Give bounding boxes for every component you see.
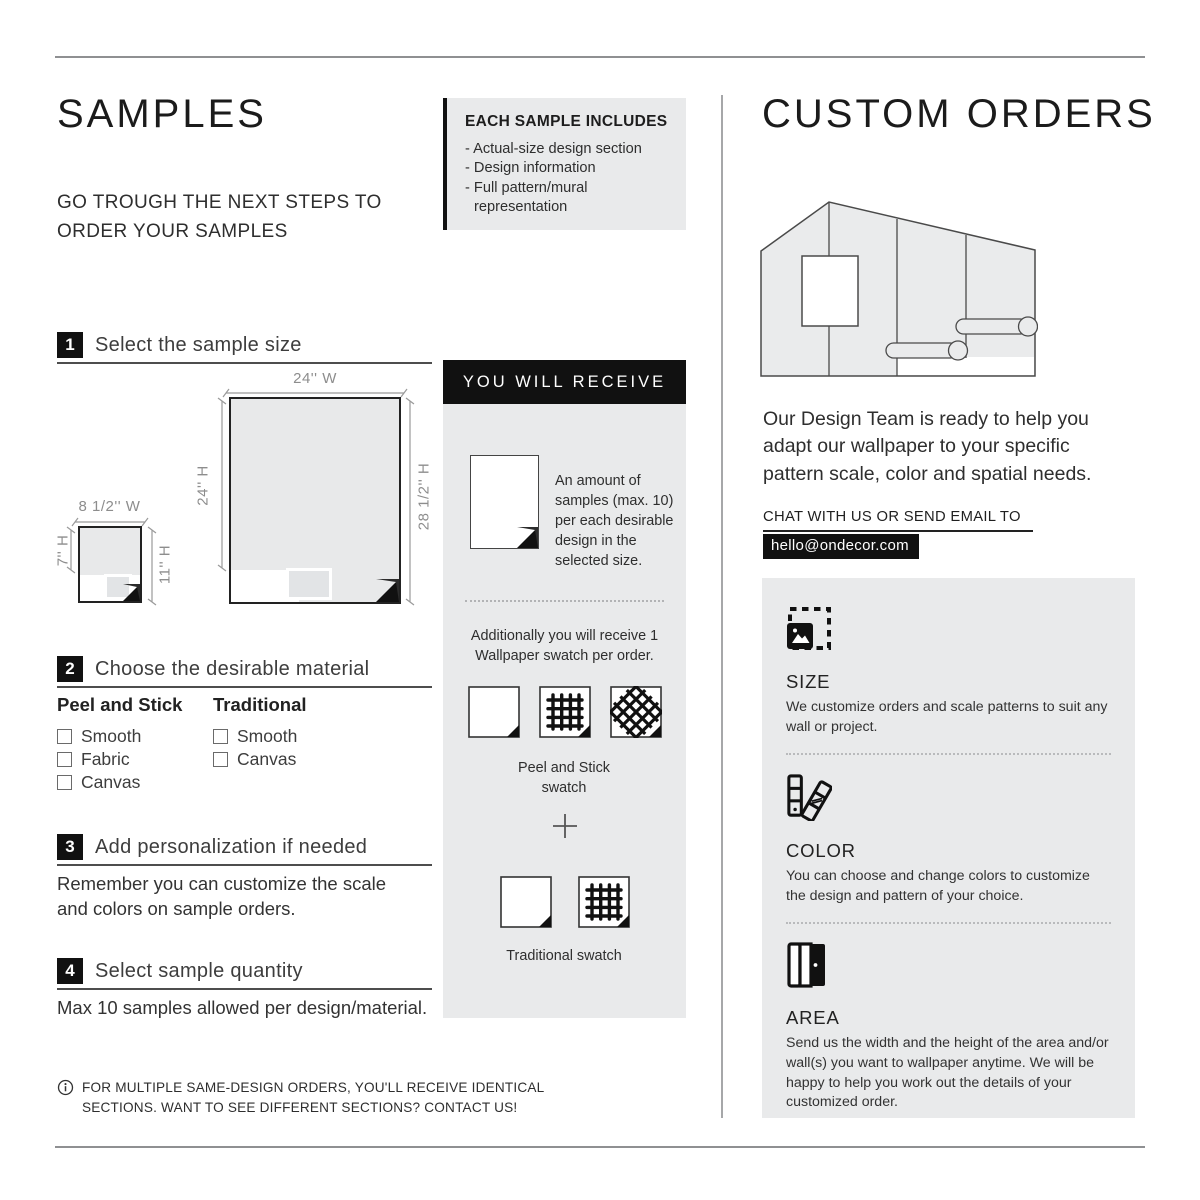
large-sample-height-label-right: 28 1/2'' H <box>415 462 433 531</box>
feature-area-text: Send us the width and the height of the area and/or wall(s) you want to wallpaper anytime. We will be happy to help you work out the details of your customized order. <box>786 1035 1109 1111</box>
feature-size-title: SIZE <box>786 671 831 692</box>
option-label: Smooth <box>237 726 298 746</box>
step-2-label: Choose the desirable material <box>95 658 370 680</box>
material-option-smooth[interactable] <box>213 725 307 748</box>
house-wall-illustration <box>760 198 1038 378</box>
step-4-label: Select sample quantity <box>95 960 303 982</box>
grid-swatch-icon <box>578 876 630 928</box>
includes-list <box>465 140 676 217</box>
feature-color-title: COLOR <box>786 840 856 862</box>
small-sample-height-label-right: 11'' H <box>156 544 174 585</box>
blank-swatch-icon <box>468 686 520 738</box>
size-icon <box>786 606 832 652</box>
material-option-smooth[interactable] <box>57 725 182 748</box>
email-link[interactable]: hello@ondecor.com <box>763 534 919 559</box>
material-option-canvas[interactable] <box>57 771 182 794</box>
includes-title: EACH SAMPLE INCLUDES <box>465 113 668 130</box>
samples-title: SAMPLES <box>57 92 267 136</box>
option-label: Canvas <box>237 749 297 769</box>
contact-block <box>763 508 1033 559</box>
step-2-number: 2 <box>57 656 83 682</box>
step-4-number: 4 <box>57 958 83 984</box>
peel-and-stick-title: Peel and Stick <box>57 694 183 715</box>
checkbox-icon[interactable] <box>57 775 72 790</box>
sample-sheet-icon <box>470 455 539 549</box>
checkbox-icon[interactable] <box>57 752 72 767</box>
large-sample-swatch-chip <box>286 568 332 600</box>
option-label: Smooth <box>81 726 142 746</box>
checkbox-icon[interactable] <box>213 729 228 744</box>
option-label: Canvas <box>81 772 141 792</box>
step-3-label: Add personalization if needed <box>95 836 368 858</box>
custom-orders-title: CUSTOM ORDERS <box>762 92 1156 136</box>
chat-label: CHAT WITH US OR SEND EMAIL TO <box>763 509 1033 532</box>
large-height-dimension-line-right <box>404 397 416 606</box>
receive-samples-text: An amount of samples (max. 10) per each desirable design in the selected size. <box>555 473 674 569</box>
folded-corner-icon <box>376 579 399 602</box>
grid-swatch-icon <box>539 686 591 738</box>
folded-corner-icon <box>517 527 538 548</box>
large-height-dimension-line-left <box>216 397 228 572</box>
bottom-rule <box>55 1146 1145 1148</box>
includes-item: - Design information <box>465 159 676 178</box>
info-icon <box>57 1079 74 1096</box>
column-divider <box>721 95 723 1118</box>
material-option-canvas[interactable] <box>213 748 307 771</box>
small-sample-sheet <box>78 526 142 603</box>
custom-features-panel <box>762 578 1135 1118</box>
peel-swatch-row <box>443 686 686 738</box>
small-sample-height-label-left: 7'' H <box>54 534 72 567</box>
footnote-text: FOR MULTIPLE SAME-DESIGN ORDERS, YOU'LL RECEIVE IDENTICAL SECTIONS. WANT TO SEE DIFFERENT SECTIONS? CONTACT US! <box>82 1080 544 1115</box>
option-label: Fabric <box>81 749 130 769</box>
small-sample-width-label: 8 1/2'' W <box>78 498 141 515</box>
folded-corner-icon <box>123 584 140 601</box>
dotted-divider <box>786 922 1111 924</box>
step-1-number: 1 <box>57 332 83 358</box>
includes-item: - Actual-size design section <box>465 140 676 159</box>
footnote <box>57 1078 547 1117</box>
step-3-number: 3 <box>57 834 83 860</box>
crosshatch-swatch-icon <box>610 686 662 738</box>
large-sample-width-label: 24'' W <box>293 370 337 387</box>
includes-item: - Full pattern/mural representation <box>465 179 676 218</box>
dotted-divider <box>786 753 1111 755</box>
step-1-label: Select the sample size <box>95 334 302 356</box>
material-option-fabric[interactable] <box>57 748 182 771</box>
receive-header: YOU WILL RECEIVE <box>443 360 686 404</box>
color-swatches-icon <box>786 773 832 821</box>
sample-size-diagram <box>54 370 497 620</box>
step-3-header <box>57 834 432 866</box>
additional-swatch-text: Additionally you will receive 1 Wallpaper swatch per order. <box>470 628 659 665</box>
feature-size-text: We customize orders and scale patterns to suit any wall or project. <box>786 699 1108 735</box>
step-3-description: Remember you can customize the scale and colors on sample orders. <box>57 873 387 919</box>
traditional-swatch-caption: Traditional swatch <box>506 948 622 964</box>
step-4-header <box>57 958 432 990</box>
blank-swatch-icon <box>500 876 552 928</box>
each-sample-includes-box <box>443 98 686 230</box>
samples-subtitle: GO TROUGH THE NEXT STEPS TO ORDER YOUR SAMPLES <box>57 192 382 243</box>
top-rule <box>55 56 1145 58</box>
traditional-title: Traditional <box>213 694 307 715</box>
peel-swatch-caption: Peel and Stick swatch <box>518 760 610 797</box>
plus-icon <box>551 812 579 840</box>
material-column-traditional <box>213 694 307 771</box>
custom-orders-intro: Our Design Team is ready to help you adapt our wallpaper to your specific pattern scale, color and spatial needs. <box>763 408 1092 485</box>
large-sample-height-label-left: 24'' H <box>194 465 212 506</box>
step-4-description: Max 10 samples allowed per design/material. <box>57 997 428 1018</box>
checkbox-icon[interactable] <box>57 729 72 744</box>
material-column-peel-and-stick <box>57 694 182 794</box>
feature-area-title: AREA <box>786 1007 840 1029</box>
checkbox-icon[interactable] <box>213 752 228 767</box>
feature-color-text: You can choose and change colors to customize the design and pattern of your choice. <box>786 868 1090 904</box>
traditional-swatch-row <box>443 876 686 928</box>
area-icon <box>786 942 832 988</box>
step-1-header <box>57 332 432 364</box>
you-will-receive-panel <box>443 360 686 1018</box>
dotted-divider <box>465 600 664 602</box>
large-sample-sheet <box>229 397 401 604</box>
step-2-header <box>57 656 432 688</box>
